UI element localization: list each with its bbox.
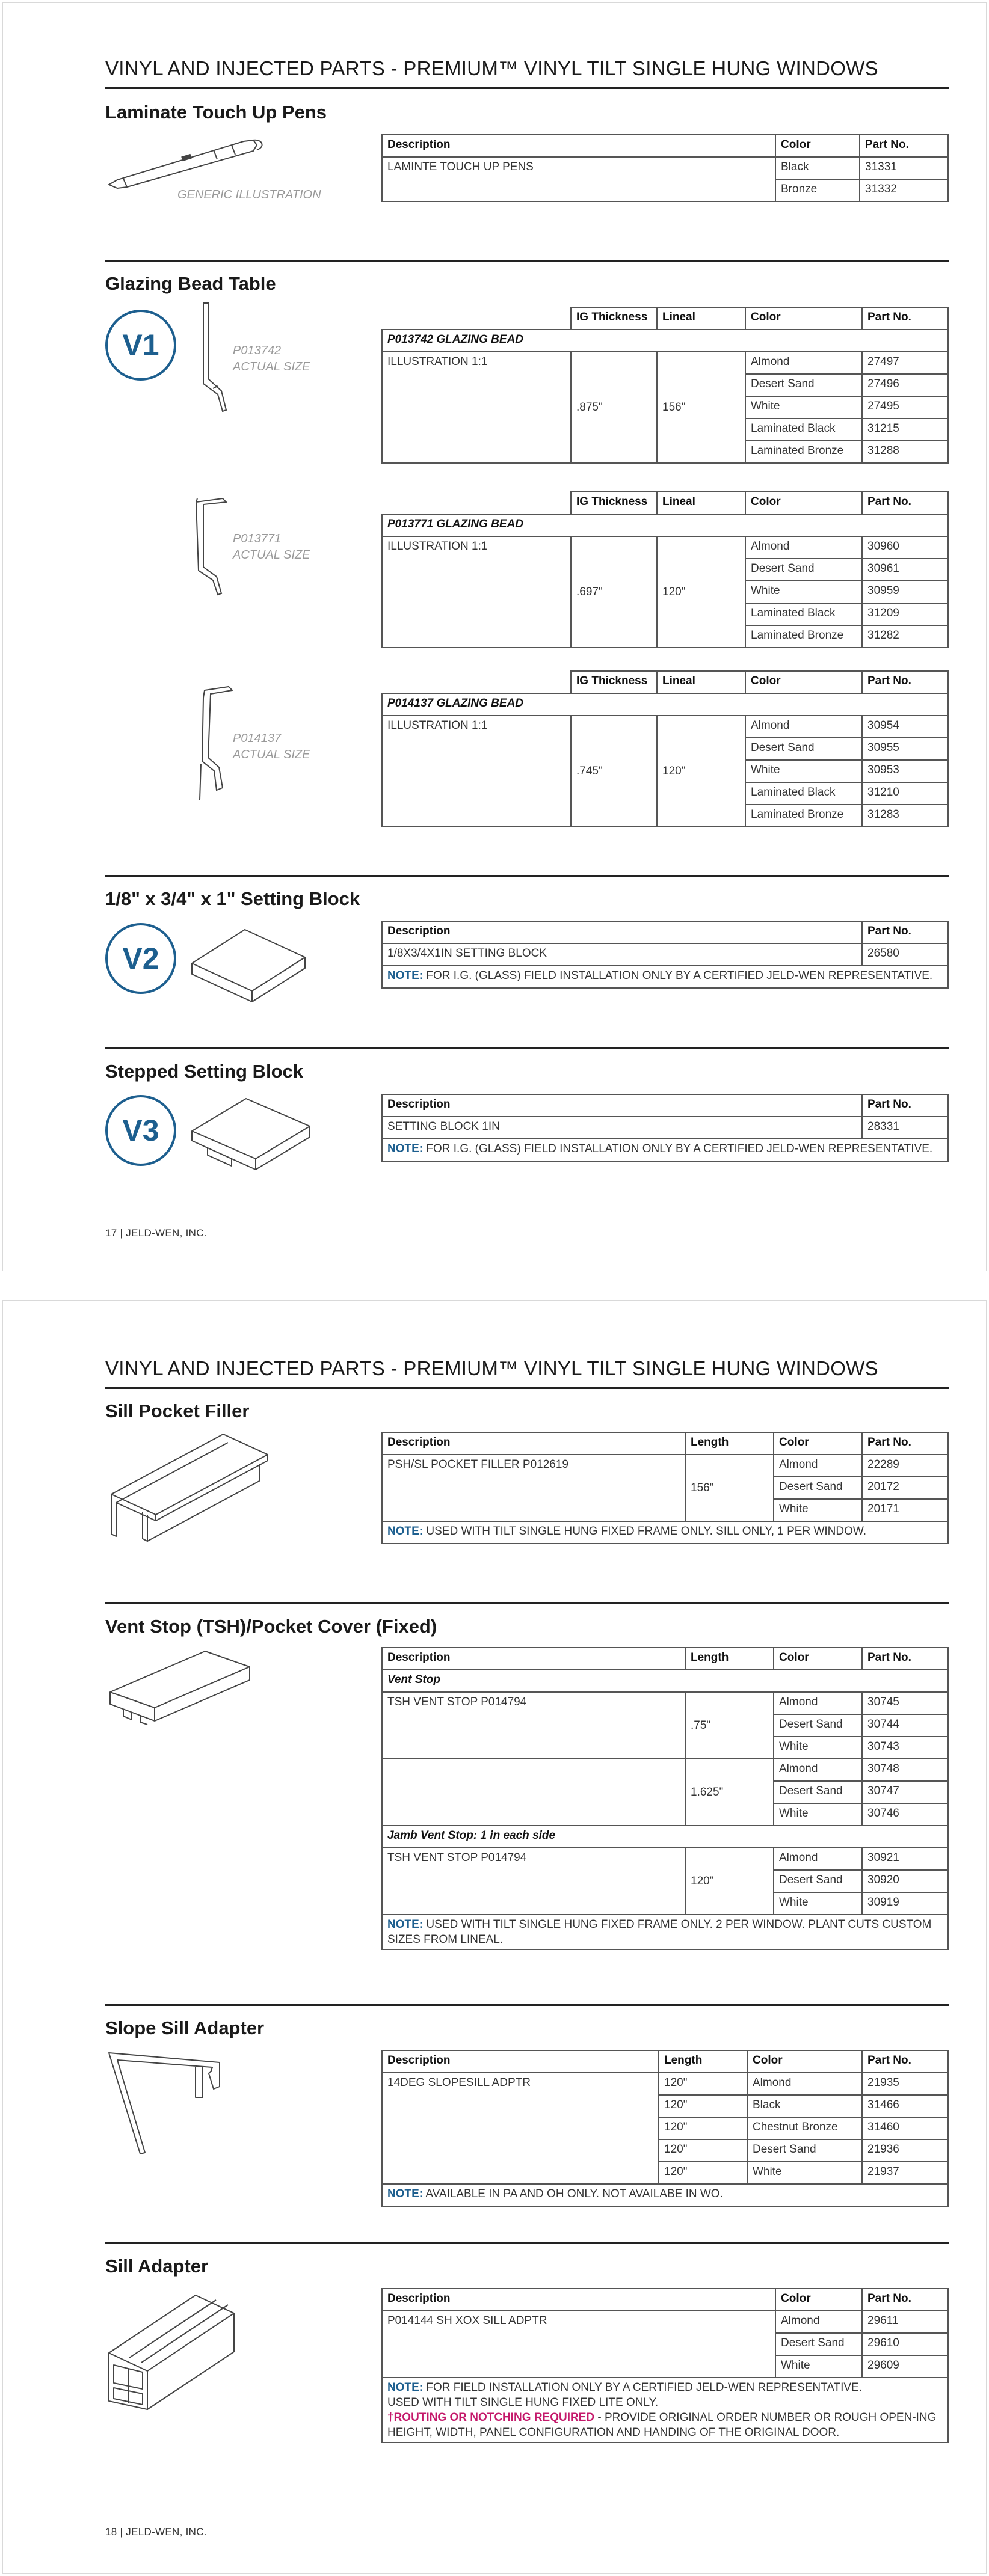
note-text-1: FOR FIELD INSTALLATION ONLY BY A CERTIFIED JELD-WEN REPRESENTATIVE. bbox=[423, 2381, 863, 2394]
header-part-no: Part No. bbox=[862, 492, 948, 514]
touch-up-pens-table bbox=[381, 134, 949, 202]
table-row bbox=[382, 1692, 948, 1714]
group-row bbox=[382, 1826, 948, 1848]
glazing-caption-3a: P014137 bbox=[233, 732, 282, 745]
group-row bbox=[382, 514, 948, 536]
color-cell: White bbox=[747, 2162, 862, 2184]
lineal-cell: 156" bbox=[657, 352, 745, 463]
color-cell: Laminated Black bbox=[745, 419, 862, 441]
note-text: USED WITH TILT SINGLE HUNG FIXED FRAME ONLY. SILL ONLY, 1 PER WINDOW. bbox=[423, 1525, 867, 1538]
color-cell: White bbox=[775, 2355, 862, 2378]
color-cell: White bbox=[745, 760, 862, 782]
section-title-glazing-bead: Glazing Bead Table bbox=[105, 273, 276, 294]
section-rule bbox=[105, 875, 949, 877]
glazing-bead-table-p013771 bbox=[381, 491, 949, 648]
color-cell: Laminated Bronze bbox=[745, 441, 862, 463]
catalog-page-18 bbox=[2, 1300, 987, 2574]
generic-illustration-caption: GENERIC ILLUSTRATION bbox=[177, 188, 321, 201]
header-lineal: Lineal bbox=[657, 671, 745, 693]
note-cell bbox=[382, 966, 948, 988]
part-cell: 31466 bbox=[862, 2095, 948, 2117]
table-header-row bbox=[382, 135, 948, 157]
part-cell: 31460 bbox=[862, 2117, 948, 2139]
part-cell: 30743 bbox=[862, 1737, 948, 1759]
catalog-page-17 bbox=[2, 2, 987, 1271]
note-cell bbox=[382, 2378, 948, 2443]
description-cell: P014144 SH XOX SILL ADPTR bbox=[382, 2311, 775, 2378]
note-cell bbox=[382, 1915, 948, 1949]
table-row bbox=[382, 1117, 948, 1139]
title-rule bbox=[105, 87, 949, 89]
section-title-sill-pocket: Sill Pocket Filler bbox=[105, 1400, 250, 1421]
color-cell: Almond bbox=[774, 1848, 862, 1870]
part-cell: 22289 bbox=[862, 1455, 948, 1477]
color-cell: Chestnut Bronze bbox=[747, 2117, 862, 2139]
part-cell: 31215 bbox=[862, 419, 948, 441]
sill-adapter-table bbox=[381, 2288, 949, 2443]
header-length: Length bbox=[685, 1648, 774, 1670]
glazing-caption-2a: P013771 bbox=[233, 532, 282, 545]
description-cell: SETTING BLOCK 1IN bbox=[382, 1117, 862, 1139]
ig-thickness-cell: .875" bbox=[571, 352, 657, 463]
length-cell: 120" bbox=[659, 2095, 747, 2117]
illustration-cell: ILLUSTRATION 1:1 bbox=[382, 536, 571, 648]
color-cell: Desert Sand bbox=[774, 1477, 862, 1499]
table-header-row bbox=[382, 1648, 948, 1670]
part-cell: 27495 bbox=[862, 396, 948, 419]
setting-block-illustration bbox=[189, 920, 310, 1004]
illustration-cell: ILLUSTRATION 1:1 bbox=[382, 716, 571, 827]
color-cell: White bbox=[774, 1803, 862, 1826]
group-row bbox=[382, 693, 948, 716]
setting-block-table bbox=[381, 921, 949, 989]
header-ig-thickness: IG Thickness bbox=[571, 492, 657, 514]
group-row bbox=[382, 330, 948, 352]
routing-warning-text: - PROVIDE ORIGINAL ORDER NUMBER OR ROUGH OPEN-ING HEIGHT, WIDTH, PANEL CONFIGURATION AND HANDING OF THE ORIGINAL DOOR. bbox=[387, 2411, 937, 2439]
description-cell: TSH VENT STOP P014794 bbox=[382, 1692, 685, 1759]
description-cell bbox=[382, 1759, 685, 1826]
part-cell: 30919 bbox=[862, 1892, 948, 1915]
length-cell: 1.625" bbox=[685, 1759, 774, 1826]
glazing-caption-1a: P013742 bbox=[233, 344, 282, 357]
part-cell: 31210 bbox=[862, 782, 948, 805]
length-cell: 120" bbox=[659, 2162, 747, 2184]
table-row bbox=[382, 716, 948, 738]
note-label: NOTE: bbox=[387, 969, 424, 982]
stepped-block-table bbox=[381, 1094, 949, 1162]
table-row bbox=[382, 2311, 948, 2333]
group-name: P013771 GLAZING BEAD bbox=[382, 514, 948, 536]
sill-adapter-illustration bbox=[105, 2287, 238, 2413]
color-cell: Bronze bbox=[775, 179, 860, 201]
note-text: FOR I.G. (GLASS) FIELD INSTALLATION ONLY BY A CERTIFIED JELD-WEN REPRESENTATIVE. bbox=[423, 969, 933, 982]
table-header-row bbox=[382, 492, 948, 514]
badge-v3: V3 bbox=[105, 1095, 176, 1166]
note-text: USED WITH TILT SINGLE HUNG FIXED FRAME ONLY. 2 PER WINDOW. PLANT CUTS CUSTOM SIZES FROM LINEAL. bbox=[387, 1918, 932, 1946]
description-cell: 1/8X3/4X1IN SETTING BLOCK bbox=[382, 943, 862, 966]
color-cell: Almond bbox=[774, 1455, 862, 1477]
group-name: P013742 GLAZING BEAD bbox=[382, 330, 948, 352]
sill-pocket-filler-illustration bbox=[105, 1428, 274, 1542]
color-cell: Desert Sand bbox=[747, 2139, 862, 2162]
header-part-no: Part No. bbox=[860, 135, 948, 157]
group-name: P014137 GLAZING BEAD bbox=[382, 693, 948, 716]
part-cell: 29609 bbox=[862, 2355, 948, 2378]
color-cell: Almond bbox=[745, 716, 862, 738]
part-cell: 30746 bbox=[862, 1803, 948, 1826]
group-row bbox=[382, 1670, 948, 1692]
glazing-bead-p013771-illustration bbox=[193, 496, 235, 598]
header-part-no: Part No. bbox=[862, 2289, 948, 2311]
stepped-setting-block-illustration bbox=[189, 1089, 316, 1179]
note-label: NOTE: bbox=[387, 1918, 424, 1931]
vent-stop-illustration bbox=[105, 1646, 256, 1725]
section-rule bbox=[105, 1602, 949, 1604]
note-row bbox=[382, 966, 948, 988]
section-title-sill-adapter: Sill Adapter bbox=[105, 2256, 209, 2277]
section-title-stepped-block: Stepped Setting Block bbox=[105, 1061, 303, 1082]
part-cell: 20172 bbox=[862, 1477, 948, 1499]
color-cell: Laminated Bronze bbox=[745, 625, 862, 648]
group-name: Jamb Vent Stop: 1 in each side bbox=[382, 1826, 948, 1848]
part-cell: 29611 bbox=[862, 2311, 948, 2333]
page-title: VINYL AND INJECTED PARTS - PREMIUM™ VINYL TILT SINGLE HUNG WINDOWS bbox=[105, 1357, 878, 1379]
color-cell: White bbox=[745, 581, 862, 603]
header-color: Color bbox=[775, 2289, 862, 2311]
part-cell: 30747 bbox=[862, 1781, 948, 1803]
part-cell: 31209 bbox=[862, 603, 948, 625]
color-cell: Black bbox=[747, 2095, 862, 2117]
header-description: Description bbox=[382, 135, 775, 157]
length-cell: .75" bbox=[685, 1692, 774, 1759]
color-cell: Desert Sand bbox=[745, 738, 862, 760]
table-header-row bbox=[382, 1094, 948, 1117]
table-row bbox=[382, 943, 948, 966]
table-header-row bbox=[382, 1432, 948, 1455]
part-cell: 30748 bbox=[862, 1759, 948, 1781]
table-row bbox=[382, 536, 948, 559]
note-text-2: USED WITH TILT SINGLE HUNG FIXED LITE ONLY. bbox=[387, 2396, 659, 2409]
part-cell: 28331 bbox=[862, 1117, 948, 1139]
note-cell bbox=[382, 2184, 948, 2206]
glazing-caption-2b: ACTUAL SIZE bbox=[233, 548, 310, 562]
touch-up-pen-illustration bbox=[105, 129, 268, 195]
part-cell: 26580 bbox=[862, 943, 948, 966]
part-cell: 31282 bbox=[862, 625, 948, 648]
part-cell: 30744 bbox=[862, 1714, 948, 1737]
ig-thickness-cell: .697" bbox=[571, 536, 657, 648]
part-cell: 29610 bbox=[862, 2333, 948, 2355]
slope-sill-adapter-illustration bbox=[105, 2049, 226, 2157]
glazing-caption-3b: ACTUAL SIZE bbox=[233, 748, 310, 761]
color-cell: Desert Sand bbox=[774, 1781, 862, 1803]
description-cell: TSH VENT STOP P014794 bbox=[382, 1848, 685, 1915]
part-cell: 30961 bbox=[862, 559, 948, 581]
section-title-touch-up-pens: Laminate Touch Up Pens bbox=[105, 102, 327, 123]
part-cell: 30954 bbox=[862, 716, 948, 738]
part-cell: 31332 bbox=[860, 179, 948, 201]
part-cell: 31331 bbox=[860, 157, 948, 179]
color-cell: White bbox=[774, 1892, 862, 1915]
color-cell: Almond bbox=[774, 1692, 862, 1714]
table-row bbox=[382, 2073, 948, 2095]
page-title: VINYL AND INJECTED PARTS - PREMIUM™ VINYL TILT SINGLE HUNG WINDOWS bbox=[105, 57, 878, 79]
note-row bbox=[382, 2184, 948, 2206]
note-text: FOR I.G. (GLASS) FIELD INSTALLATION ONLY BY A CERTIFIED JELD-WEN REPRESENTATIVE. bbox=[423, 1142, 933, 1155]
vent-stop-table bbox=[381, 1647, 949, 1950]
badge-v1: V1 bbox=[105, 310, 176, 381]
section-rule bbox=[105, 1047, 949, 1049]
length-cell: 120" bbox=[659, 2073, 747, 2095]
note-cell bbox=[382, 1521, 948, 1544]
part-cell: 21936 bbox=[862, 2139, 948, 2162]
description-cell: PSH/SL POCKET FILLER P012619 bbox=[382, 1455, 685, 1521]
note-row bbox=[382, 1915, 948, 1949]
note-row bbox=[382, 1521, 948, 1544]
color-cell: White bbox=[745, 396, 862, 419]
part-cell: 30953 bbox=[862, 760, 948, 782]
color-cell: Almond bbox=[775, 2311, 862, 2333]
color-cell: Almond bbox=[745, 536, 862, 559]
color-cell: Desert Sand bbox=[775, 2333, 862, 2355]
illustration-cell: ILLUSTRATION 1:1 bbox=[382, 352, 571, 463]
header-part-no: Part No. bbox=[862, 1432, 948, 1455]
header-part-no: Part No. bbox=[862, 671, 948, 693]
section-title-setting-block: 1/8" x 3/4" x 1" Setting Block bbox=[105, 888, 360, 909]
header-description: Description bbox=[382, 1432, 685, 1455]
part-cell: 30920 bbox=[862, 1870, 948, 1892]
glazing-bead-table-p013742 bbox=[381, 307, 949, 464]
part-cell: 27496 bbox=[862, 374, 948, 396]
length-cell: 120" bbox=[685, 1848, 774, 1915]
header-color: Color bbox=[774, 1648, 862, 1670]
header-color: Color bbox=[774, 1432, 862, 1455]
part-cell: 21937 bbox=[862, 2162, 948, 2184]
section-rule bbox=[105, 2242, 949, 2244]
header-length: Length bbox=[659, 2050, 747, 2073]
lineal-cell: 120" bbox=[657, 716, 745, 827]
length-cell: 120" bbox=[659, 2139, 747, 2162]
note-text: AVAILABLE IN PA AND OH ONLY. NOT AVAILABE IN WO. bbox=[423, 2188, 723, 2200]
note-label: NOTE: bbox=[387, 1142, 424, 1155]
header-part-no: Part No. bbox=[862, 307, 948, 330]
page-footer: 17 | JELD-WEN, INC. bbox=[105, 1227, 207, 1239]
table-header-row bbox=[382, 921, 948, 943]
section-title-vent-stop: Vent Stop (TSH)/Pocket Cover (Fixed) bbox=[105, 1616, 437, 1637]
header-lineal: Lineal bbox=[657, 492, 745, 514]
header-description: Description bbox=[382, 2050, 659, 2073]
glazing-bead-p013742-illustration bbox=[199, 301, 235, 415]
part-cell: 20171 bbox=[862, 1499, 948, 1521]
color-cell: Laminated Black bbox=[745, 603, 862, 625]
color-cell: Laminated Black bbox=[745, 782, 862, 805]
part-cell: 27497 bbox=[862, 352, 948, 374]
description-cell: LAMINTE TOUCH UP PENS bbox=[382, 157, 775, 201]
group-name: Vent Stop bbox=[382, 1670, 948, 1692]
glazing-caption-1b: ACTUAL SIZE bbox=[233, 360, 310, 373]
header-description: Description bbox=[382, 921, 862, 943]
glazing-bead-table-p014137 bbox=[381, 670, 949, 827]
header-description: Description bbox=[382, 2289, 775, 2311]
header-description: Description bbox=[382, 1094, 862, 1117]
header-description: Description bbox=[382, 1648, 685, 1670]
part-cell: 30959 bbox=[862, 581, 948, 603]
color-cell: White bbox=[774, 1737, 862, 1759]
part-cell: 30745 bbox=[862, 1692, 948, 1714]
table-row bbox=[382, 1759, 948, 1781]
note-row bbox=[382, 1139, 948, 1161]
header-color: Color bbox=[745, 492, 862, 514]
header-ig-thickness: IG Thickness bbox=[571, 671, 657, 693]
header-color: Color bbox=[775, 135, 860, 157]
note-label: NOTE: bbox=[387, 2381, 424, 2394]
badge-v2: V2 bbox=[105, 923, 176, 994]
page-footer: 18 | JELD-WEN, INC. bbox=[105, 2526, 207, 2538]
note-label: NOTE: bbox=[387, 2188, 424, 2200]
description-cell: 14DEG SLOPESILL ADPTR bbox=[382, 2073, 659, 2184]
header-part-no: Part No. bbox=[862, 1094, 948, 1117]
color-cell: Black bbox=[775, 157, 860, 179]
sill-pocket-table bbox=[381, 1432, 949, 1544]
part-cell: 30921 bbox=[862, 1848, 948, 1870]
header-part-no: Part No. bbox=[862, 1648, 948, 1670]
part-cell: 30955 bbox=[862, 738, 948, 760]
table-header-row bbox=[382, 671, 948, 693]
header-color: Color bbox=[745, 671, 862, 693]
slope-sill-table bbox=[381, 2050, 949, 2207]
part-cell: 31288 bbox=[862, 441, 948, 463]
header-color: Color bbox=[745, 307, 862, 330]
note-cell bbox=[382, 1139, 948, 1161]
color-cell: Desert Sand bbox=[774, 1714, 862, 1737]
section-rule bbox=[105, 2004, 949, 2006]
ig-thickness-cell: .745" bbox=[571, 716, 657, 827]
table-row bbox=[382, 157, 948, 179]
table-header-row bbox=[382, 2050, 948, 2073]
lineal-cell: 120" bbox=[657, 536, 745, 648]
length-cell: 120" bbox=[659, 2117, 747, 2139]
part-cell: 31283 bbox=[862, 805, 948, 827]
header-part-no: Part No. bbox=[862, 2050, 948, 2073]
table-header-row bbox=[382, 2289, 948, 2311]
color-cell: Laminated Bronze bbox=[745, 805, 862, 827]
header-ig-thickness: IG Thickness bbox=[571, 307, 657, 330]
table-header-row bbox=[382, 307, 948, 330]
header-lineal: Lineal bbox=[657, 307, 745, 330]
color-cell: White bbox=[774, 1499, 862, 1521]
section-rule bbox=[105, 260, 949, 262]
table-row bbox=[382, 352, 948, 374]
table-row bbox=[382, 1455, 948, 1477]
section-title-slope-sill: Slope Sill Adapter bbox=[105, 2017, 265, 2038]
note-row bbox=[382, 2378, 948, 2443]
color-cell: Desert Sand bbox=[745, 374, 862, 396]
part-cell: 30960 bbox=[862, 536, 948, 559]
color-cell: Desert Sand bbox=[745, 559, 862, 581]
routing-warning-label: †ROUTING OR NOTCHING REQUIRED bbox=[387, 2411, 595, 2424]
header-length: Length bbox=[685, 1432, 774, 1455]
color-cell: Almond bbox=[774, 1759, 862, 1781]
part-cell: 21935 bbox=[862, 2073, 948, 2095]
header-part-no: Part No. bbox=[862, 921, 948, 943]
color-cell: Almond bbox=[745, 352, 862, 374]
note-label: NOTE: bbox=[387, 1525, 424, 1538]
table-row bbox=[382, 1848, 948, 1870]
color-cell: Almond bbox=[747, 2073, 862, 2095]
title-rule bbox=[105, 1387, 949, 1389]
length-cell: 156" bbox=[685, 1455, 774, 1521]
header-color: Color bbox=[747, 2050, 862, 2073]
color-cell: Desert Sand bbox=[774, 1870, 862, 1892]
